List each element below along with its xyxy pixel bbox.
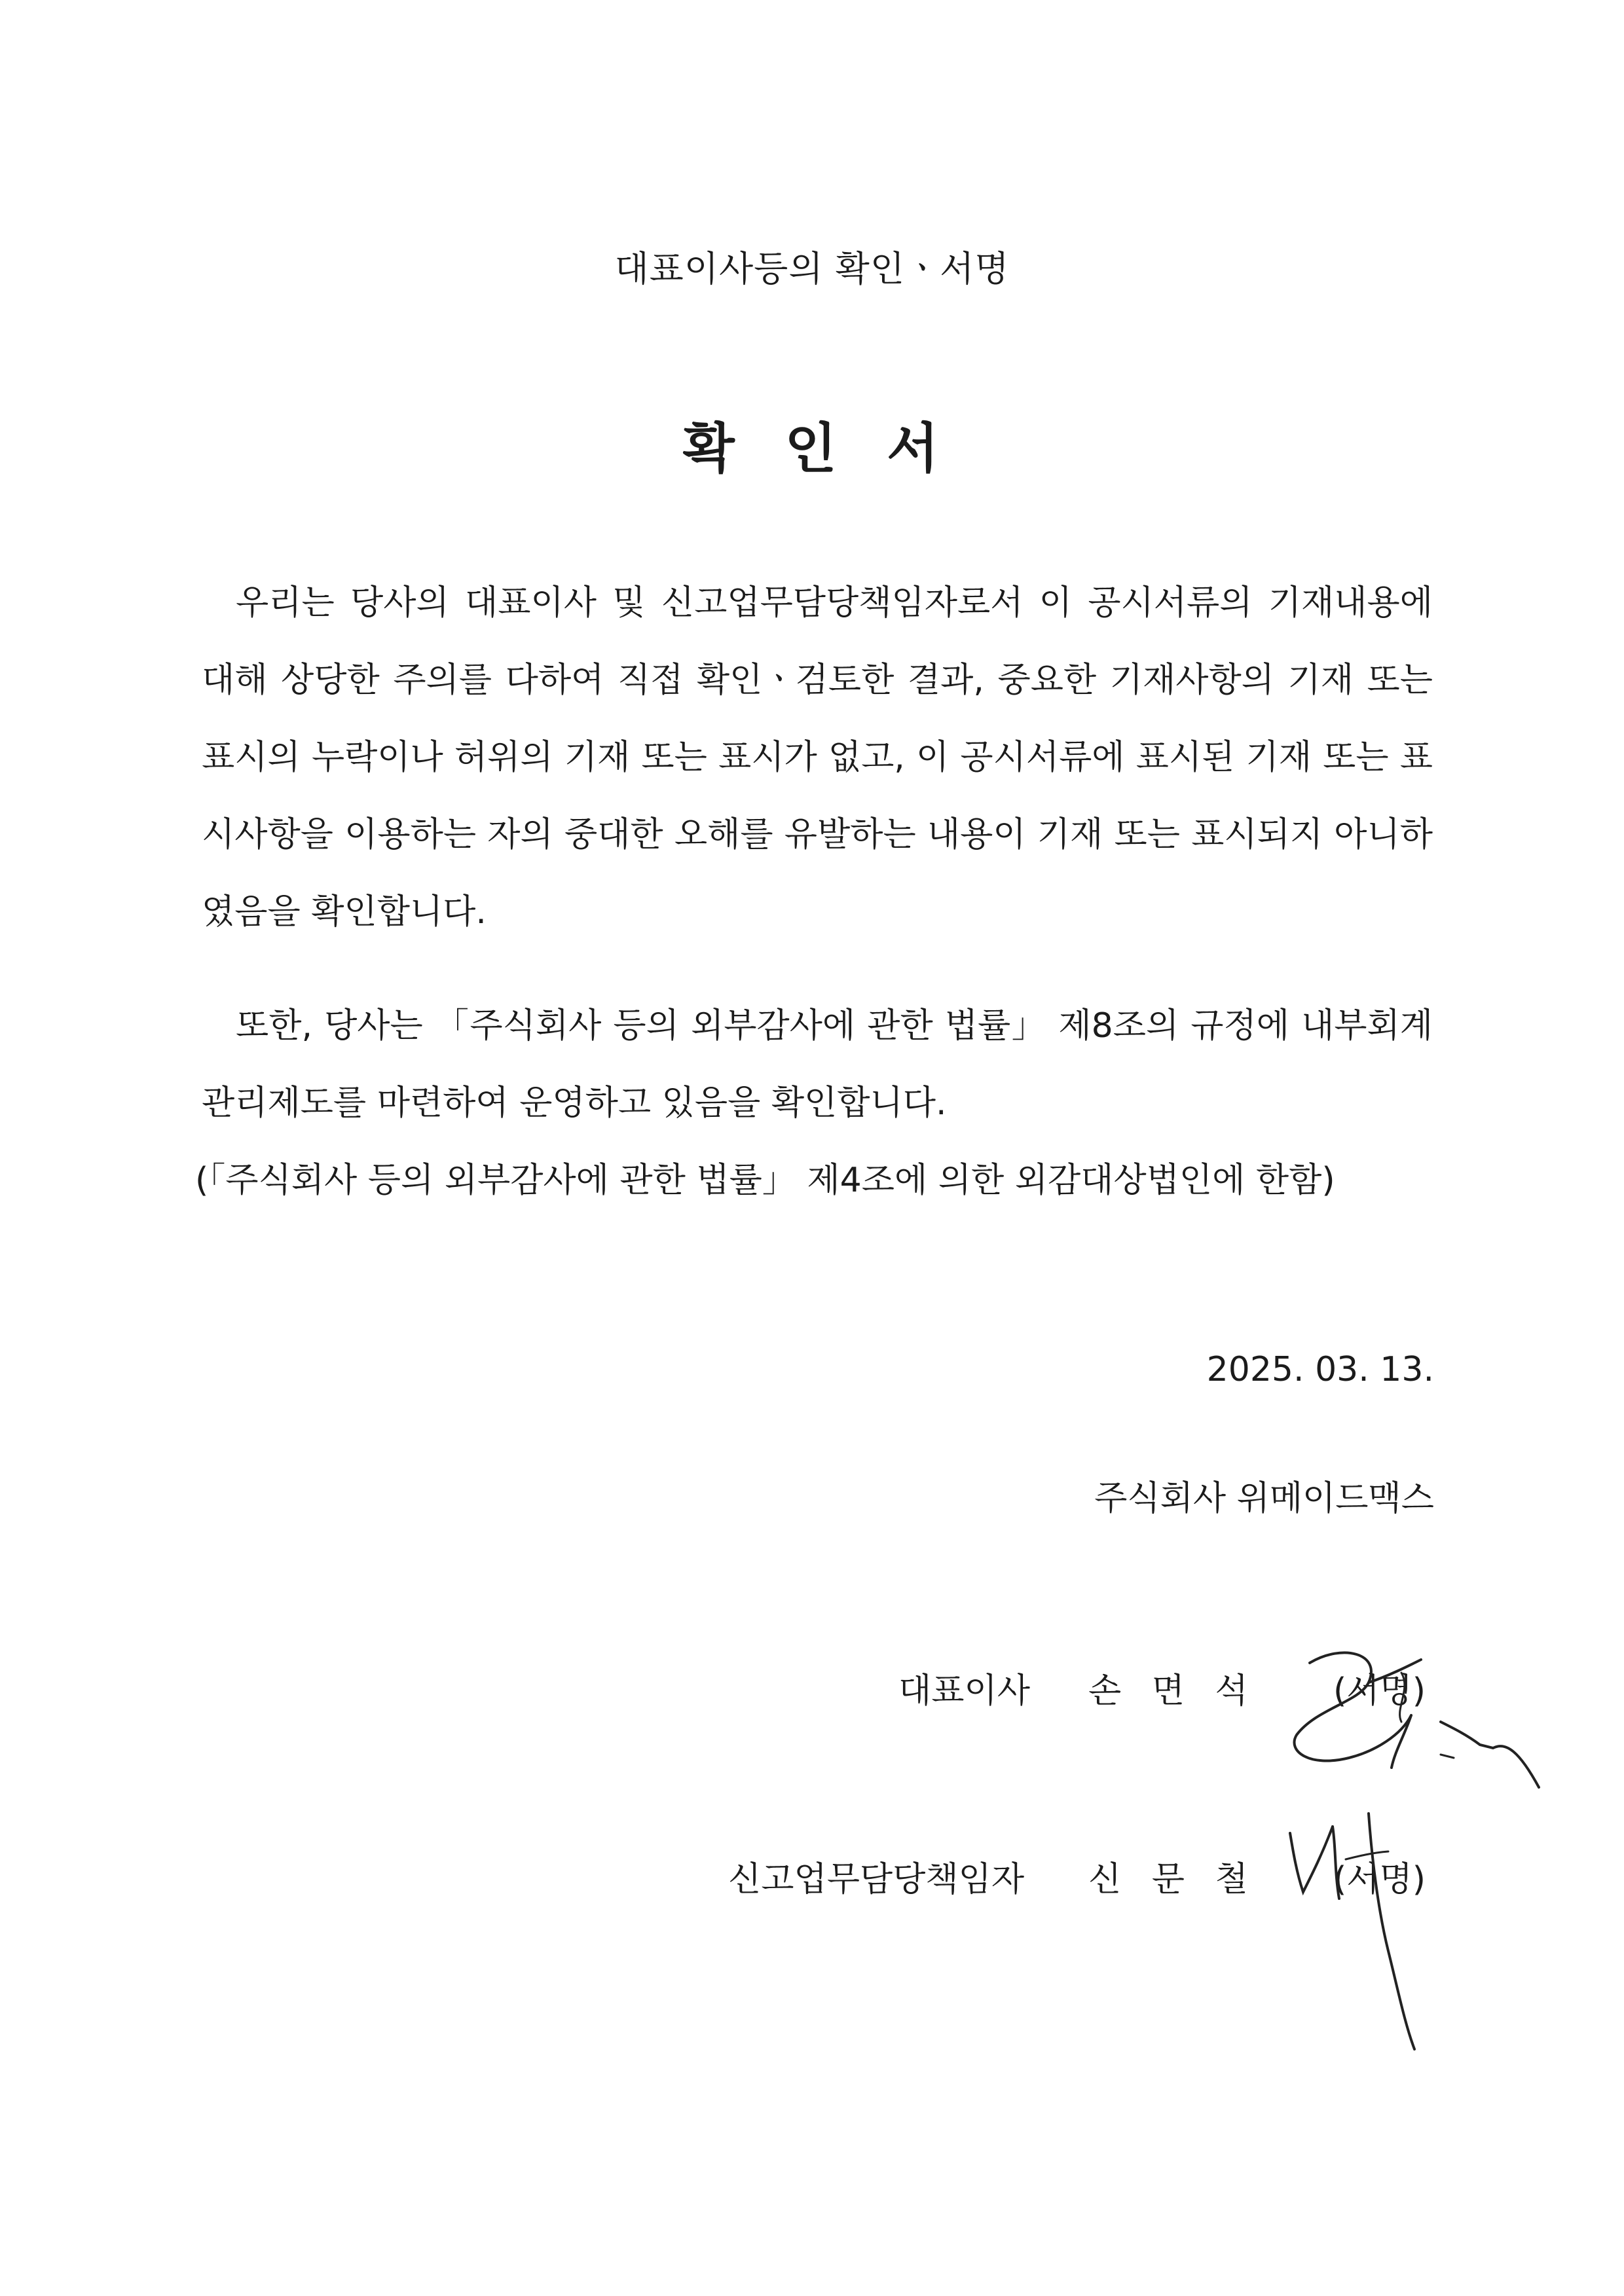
- confirmation-text: 우리는 당사의 대표이사 및 신고업무담당책임자로서 이 공시서류의 기재내용에 대해 상당한 주의를 다하여 직접 확인ㆍ검토한 결과, 중요한 기재사항의 기재 또는 표시의 누락이나 허위의 기재 또는 표시가 없고, 이 공시서류에 표시된 기재 또는 표시사항을 이용하는 자의 중대한 오해를 유발하는 내용이 기재 또는 표시되지 아니하였음을 확인합니다.: [202, 583, 1433, 932]
- company-name: 주식회사 위메이드맥스: [1094, 1479, 1434, 1518]
- signature-label: (서명): [1333, 1860, 1426, 1899]
- internal-control-paragraph: [202, 987, 1433, 1142]
- scope-note: (「주식회사 등의 외부감사에 관한 법률」 제4조에 의한 외감대상법인에 한함): [195, 1161, 1335, 1200]
- document-header: 대표이사등의 확인ㆍ서명: [614, 248, 1010, 289]
- signatory-name: 손 면 석: [1088, 1671, 1252, 1711]
- document-title: 확 인 서: [682, 418, 942, 480]
- signatory-role: 대표이사: [898, 1671, 1030, 1711]
- signature-label: (서명): [1333, 1671, 1426, 1711]
- signatory-name: 신 문 철: [1088, 1860, 1252, 1899]
- ceo-handwritten-signature: [1270, 1637, 1545, 1794]
- internal-control-text: 또한, 당사는 「주식회사 등의 외부감사에 관한 법률」 제8조의 규정에 내부회계관리제도를 마련하여 운영하고 있음을 확인합니다.: [202, 1006, 1433, 1123]
- disclosure-officer-handwritten-signature: [1283, 1807, 1454, 2056]
- document-date: 2025. 03. 13.: [1206, 1350, 1434, 1389]
- signatory-role: 신고업무담당책임자: [728, 1860, 1025, 1899]
- confirmation-paragraph: [202, 564, 1433, 951]
